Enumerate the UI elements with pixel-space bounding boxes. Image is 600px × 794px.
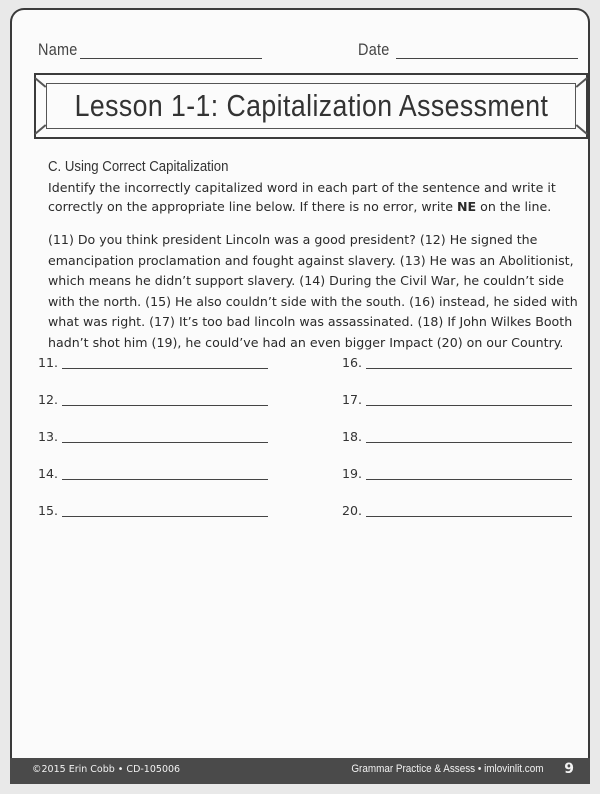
answer-row: [342, 466, 366, 481]
answer-row: [38, 355, 62, 370]
answer-number: 17.: [342, 392, 363, 407]
footer-bar: [10, 758, 590, 784]
answer-row: [38, 429, 62, 444]
answer-line[interactable]: [62, 516, 268, 517]
answer-line[interactable]: [62, 405, 268, 406]
answer-row: [342, 392, 366, 407]
instructions-text: Identify the incorrectly capitalized word in each part of the sentence and write it correctly on the appropriate line below. If there is no error, write: [48, 180, 556, 214]
frame-corner: [34, 77, 46, 88]
answer-line[interactable]: [62, 442, 268, 443]
answer-number: 15.: [38, 503, 59, 518]
date-label: Date: [358, 40, 390, 59]
title-inner-frame: [46, 83, 576, 129]
title-frame: [34, 73, 588, 139]
frame-corner: [34, 124, 46, 135]
answer-number: 11.: [38, 355, 59, 370]
answer-line[interactable]: [366, 479, 572, 480]
answer-number: 14.: [38, 466, 59, 481]
page-number: 9: [564, 761, 574, 777]
answer-line[interactable]: [366, 405, 572, 406]
answer-number: 12.: [38, 392, 59, 407]
instructions-ne: NE: [457, 199, 477, 214]
answer-number: 19.: [342, 466, 363, 481]
answer-row: [342, 429, 366, 444]
answer-row: [342, 355, 366, 370]
page-title: Lesson 1-1: Capitalization Assessment: [74, 88, 548, 123]
answer-row: [38, 503, 62, 518]
exercise-paragraph: (11) Do you think president Lincoln was a good president? (12) He signed the emancipation proclamation and fought against slavery. (13) He was an Abolitionist, which means he didn’t support slavery. (14) During the Civil War, he couldn’t side with the north. (15) He also couldn’t side with the south. (16) instead, he sided with what was right. (17) It’s too bad lincoln was assassinated. (18) If John Wilkes Booth hadn’t shot him (19), he could’ve had an even bigger Impact (20) on our Country.: [48, 232, 578, 350]
answer-row: [38, 466, 62, 481]
answer-line[interactable]: [366, 368, 572, 369]
answer-line[interactable]: [62, 479, 268, 480]
footer-copyright: ©2015 Erin Cobb • CD-105006: [32, 764, 181, 775]
answer-line[interactable]: [366, 516, 572, 517]
answer-line[interactable]: [366, 442, 572, 443]
instructions: [48, 178, 588, 216]
instructions-end: on the line.: [476, 199, 552, 214]
name-label: Name: [38, 40, 78, 59]
name-date-row: [38, 40, 588, 64]
answer-number: 18.: [342, 429, 363, 444]
answer-number: 20.: [342, 503, 363, 518]
answer-line[interactable]: [62, 368, 268, 369]
answer-number: 16.: [342, 355, 363, 370]
frame-corner: [576, 124, 588, 135]
section-heading: C. Using Correct Capitalization: [48, 158, 229, 175]
date-line[interactable]: [396, 40, 578, 59]
frame-corner: [576, 77, 588, 88]
answer-number: 13.: [38, 429, 59, 444]
worksheet-page: [10, 8, 590, 758]
footer-series: Grammar Practice & Assess • imlovinlit.com: [351, 763, 544, 775]
answer-row: [342, 503, 366, 518]
name-line[interactable]: [80, 40, 262, 59]
answer-row: [38, 392, 62, 407]
